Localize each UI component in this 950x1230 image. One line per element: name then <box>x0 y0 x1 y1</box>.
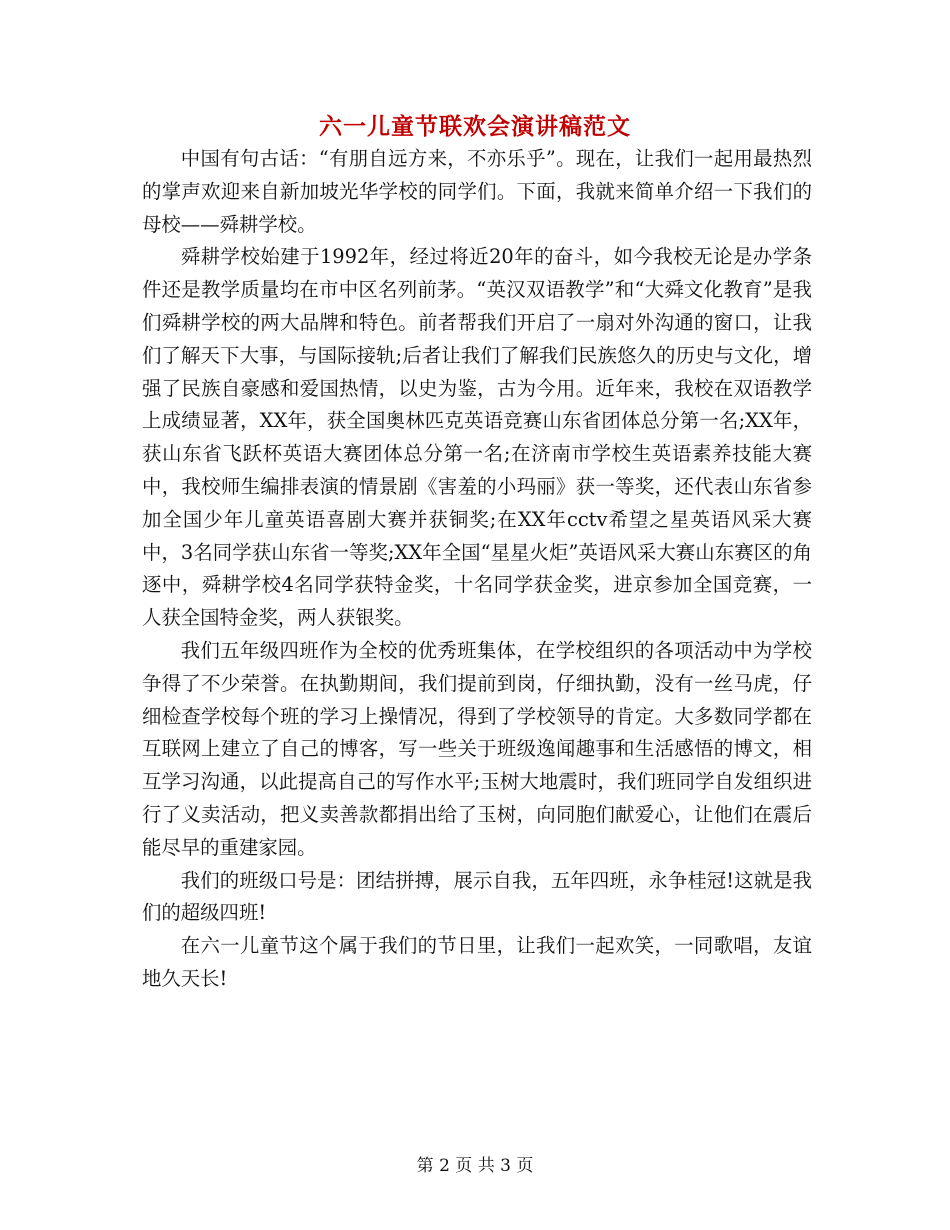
document-body <box>142 143 812 996</box>
document-title: 六一儿童节联欢会演讲稿范文 <box>319 113 631 140</box>
paragraph-class-honors: 我们五年级四班作为全校的优秀班集体，在学校组织的各项活动中为学校争得了不少荣誉。在执勤期间，我们提前到岗，仔细执勤，没有一丝马虎，仔细检查学校每个班的学习上操情况，得到了学校领导的肯定。大多数同学都在互联网上建立了自己的博客，写一些关于班级逸闻趣事和生活感悟的博文，相互学习沟通，以此提高自己的写作水平;玉树大地震时，我们班同学自发组织进行了义卖活动，把义卖善款都捐出给了玉树，向同胞们献爱心，让他们在震后能尽早的重建家园。 <box>142 638 812 859</box>
paragraph-school-history: 舜耕学校始建于1992年，经过将近20年的奋斗，如今我校无论是办学条件还是教学质量均在市中区名列前茅。“英汉双语教学”和“大舜文化教育”是我们舜耕学校的两大品牌和特色。前者帮我们开启了一扇对外沟通的窗口，让我们了解天下大事，与国际接轨;后者让我们了解我们民族悠久的历史与文化，增强了民族自豪感和爱国热情，以史为鉴，古为今用。近年来，我校在双语教学上成绩显著，XX年，获全国奥林匹克英语竞赛山东省团体总分第一名;XX年，获山东省飞跃杯英语大赛团体总分第一名;在济南市学校生英语素养技能大赛中，我校师生编排表演的情景剧《害羞的小玛丽》获一等奖，还代表山东省参加全国少年儿童英语喜剧大赛并获铜奖;在XX年cctv希望之星英语风采大赛中，3名同学获山东省一等奖;XX年全国“星星火炬”英语风采大赛山东赛区的角逐中，舜耕学校4名同学获特金奖，十名同学获金奖，进京参加全国竞赛，一人获全国特金奖，两人获银奖。 <box>142 245 812 630</box>
paragraph-class-slogan: 我们的班级口号是：团结拼搏，展示自我，五年四班，永争桂冠!这就是我们的超级四班! <box>142 868 812 925</box>
paragraph-intro: 中国有句古话：“有朋自远方来，不亦乐乎”。现在，让我们一起用最热烈的掌声欢迎来自新加坡光华学校的同学们。下面，我就来简单介绍一下我们的母校——舜耕学校。 <box>142 147 812 236</box>
paragraph-closing: 在六一儿童节这个属于我们的节日里，让我们一起欢笑，一同歌唱，友谊地久天长! <box>142 934 812 990</box>
page-number-footer: 第 2 页 共 3 页 <box>416 1156 534 1176</box>
